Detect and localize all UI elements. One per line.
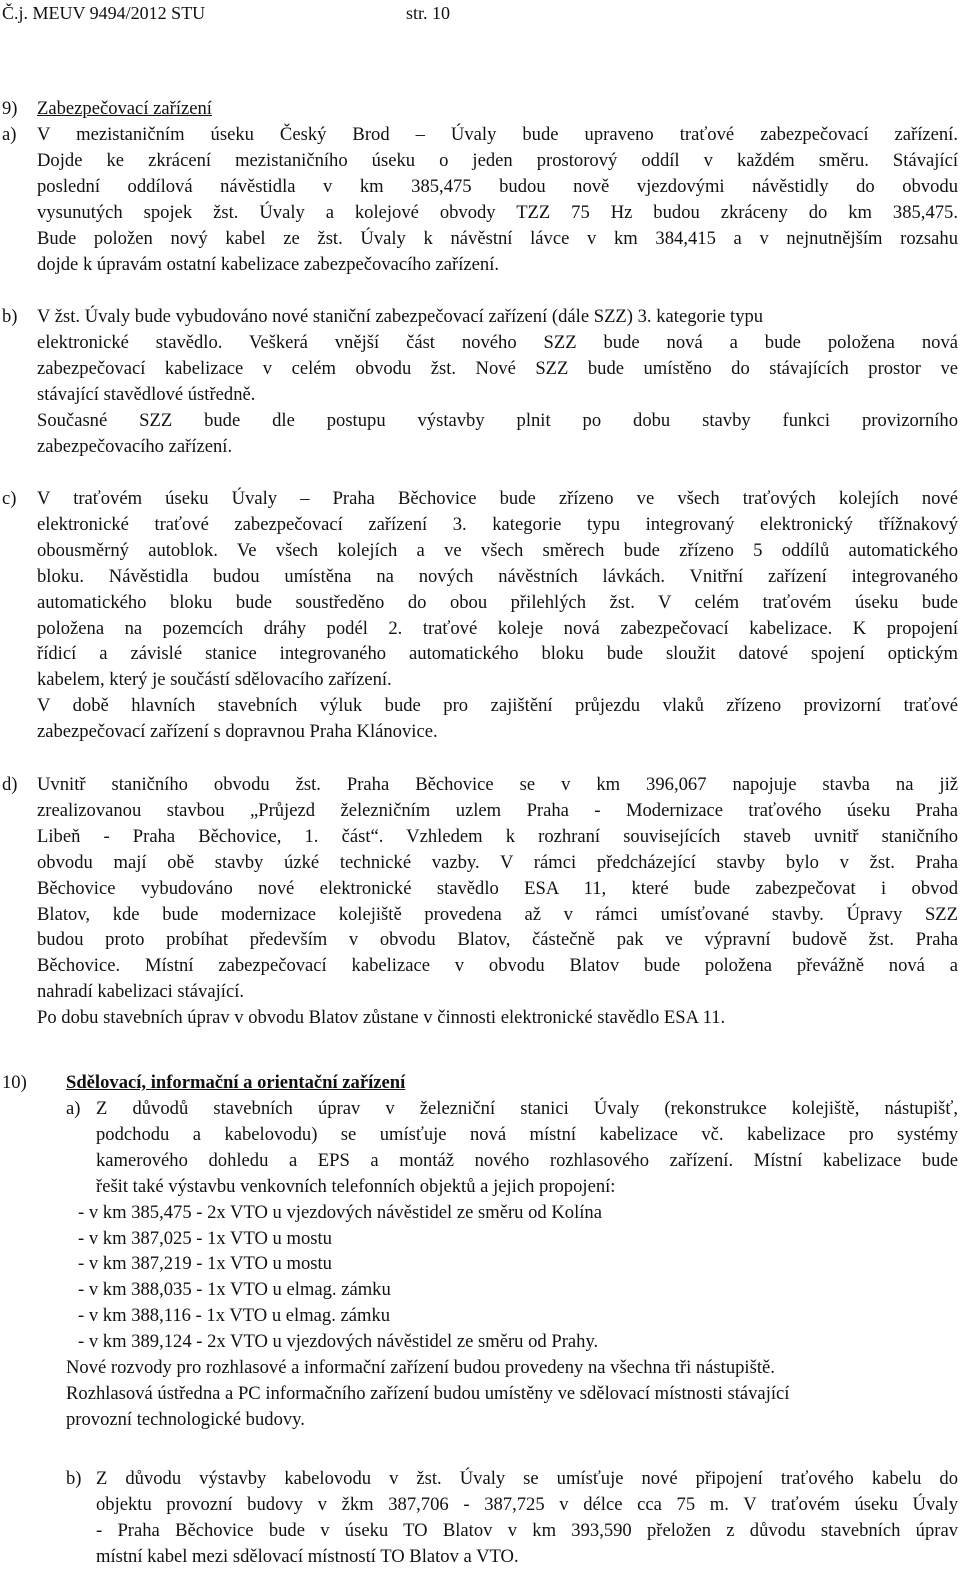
text-line: Libeň - Praha Běchovice, 1. část“. Vzhledem k rozhraní souvisejících staveb uvnitř staničního — [37, 825, 958, 847]
text-line: - Praha Běchovice bude v úseku TO Blatov v km 393,590 přeložen z důvodu stavebních úprav — [96, 1519, 958, 1541]
text-line: elektronické stavědlo. Veškerá vnější část nového SZZ bude nová a bude položena nová — [37, 331, 958, 353]
text-line: - v km 388,116 - 1x VTO u elmag. zámku — [78, 1305, 391, 1327]
text-line: stávající stavědlové ústředně. — [37, 383, 256, 405]
text-line: - v km 387,219 - 1x VTO u mostu — [78, 1253, 332, 1275]
text-line: V žst. Úvaly bude vybudováno nové staniční zabezpečovací zařízení (dále SZZ) 3. kategorie typu — [37, 306, 764, 327]
text-line: - v km 387,025 - 1x VTO u mostu — [78, 1227, 332, 1249]
text-line: Po dobu stavebních úprav v obvodu Blatov zůstane v činnosti elektronické stavědlo ESA 11. — [37, 1007, 726, 1029]
item-label: d) — [2, 774, 18, 795]
text-line: Běchovice. Místní zabezpečovací kabelizace v obvodu Blatov bude položena převážně nová a — [37, 955, 958, 977]
text-line: místní kabel mezi sdělovací místností TO Blatov a VTO. — [96, 1545, 519, 1567]
text-line: Dojde ke zkrácení mezistaničního úseku o jeden prostorový oddíl v každém směru. Stávající — [37, 149, 958, 171]
text-line: bloku. Návěstidla budou umístěna na nových návěstních lávkách. Vnitřní zařízení integrovaného — [37, 565, 958, 587]
text-line: objektu provozní budovy v žkm 387,706 - 387,725 v délce cca 75 m. V traťovém úseku Úvaly — [96, 1493, 958, 1515]
text-line: - v km 388,035 - 1x VTO u elmag. zámku — [78, 1279, 391, 1301]
text-line: zrealizovanou stavbou „Průjezd železničním uzlem Praha - Modernizace traťového úseku Praha — [37, 799, 958, 821]
text-line: Nové rozvody pro rozhlasové a informační zařízení budou provedeny na všechna tři nástupiště. — [66, 1357, 775, 1378]
text-line: dojde k úpravám ostatní kabelizace zabezpečovacího zařízení. — [37, 253, 500, 275]
text-line: V mezistaničním úseku Český Brod – Úvaly bude upraveno traťové zabezpečovací zařízení. — [37, 124, 958, 145]
item-label: a) — [2, 124, 17, 145]
section-number: 9) — [2, 98, 18, 119]
item-label: a) — [66, 1098, 81, 1119]
text-line: kabelem, který je součástí sdělovacího zařízení. — [37, 669, 392, 691]
text-line: zabezpečovací kabelizace v celém obvodu žst. Nové SZZ bude umístěno do stávajících prostor ve — [37, 357, 958, 379]
text-line: budou proto probíhat především v obvodu Blatov, částečně pak ve výpravní budově žst. Praha — [37, 929, 958, 951]
text-line: V traťovém úseku Úvaly – Praha Běchovice bude zřízeno ve všech traťových kolejích nové — [37, 488, 958, 509]
text-line: podchodu a kabelovodu) se umísťuje nová místní kabelizace vč. kabelizace pro systémy — [96, 1123, 958, 1145]
text-line: provozní technologické budovy. — [66, 1408, 305, 1430]
header-doc-ref: Č.j. MEUV 9494/2012 STU — [2, 3, 206, 23]
text-line: Z důvodu výstavby kabelovodu v žst. Úvaly se umísťuje nové připojení traťového kabelu do — [96, 1468, 958, 1489]
text-line: vysunutých spojek žst. Úvaly a kolejové obvody TZZ 75 Hz budou zkráceny do km 385,475. — [37, 201, 958, 223]
text-line: - v km 385,475 - 2x VTO u vjezdových návěstidel ze směru od Kolína — [78, 1201, 602, 1223]
text-line: řešit také výstavbu venkovních telefonních objektů a jejich propojení: — [96, 1175, 616, 1197]
text-line: kamerového dohledu a EPS a montáž nového rozhlasového zařízení. Místní kabelizace bude — [96, 1149, 958, 1171]
text-line: elektronické traťové zabezpečovací zařízení 3. kategorie typu integrovaný elektronický třížnakový — [37, 513, 958, 535]
text-line: Běchovice vybudováno nové elektronické stavědlo ESA 11, které bude zabezpečovat i obvod — [37, 877, 958, 899]
header-page-number: str. 10 — [406, 3, 451, 23]
text-line: zabezpečovací zařízení s dopravnou Praha Klánovice. — [37, 721, 438, 743]
item-label: b) — [66, 1468, 82, 1489]
text-line: Blatov, kde bude modernizace kolejiště provedena až v rámci umísťované stavby. Úpravy SZZ — [37, 903, 958, 925]
section-title: Sdělovací, informační a orientační zařízení — [66, 1072, 406, 1093]
text-line: obvodu mají obě stavby úzké technické vazby. V rámci předcházející stavby bylo v žst. Praha — [37, 851, 958, 873]
text-line: zabezpečovacího zařízení. — [37, 435, 233, 457]
text-line: V době hlavních stavebních výluk bude pro zajištění průjezdu vlaků zřízeno provizorní traťové — [37, 695, 958, 717]
text-line: řídicí a závislé stanice integrovaného automatického bloku bude sloužit datové spojení optickým — [37, 643, 958, 665]
text-line: Uvnitř staničního obvodu žst. Praha Běchovice se v km 396,067 napojuje stavba na již — [37, 774, 958, 795]
text-line: Současné SZZ bude dle postupu výstavby plnit po dobu stavby funkci provizorního — [37, 409, 958, 431]
text-line: položena na pozemcích dráhy podél 2. traťové koleje nová zabezpečovací kabelizace. K propojení — [37, 617, 958, 639]
text-line: automatického bloku bude soustředěno do obou přilehlých žst. V celém traťovém úseku bude — [37, 591, 958, 613]
text-line: - v km 389,124 - 2x VTO u vjezdových návěstidel ze směru od Prahy. — [78, 1331, 599, 1353]
text-line: obousměrný autoblok. Ve všech kolejích a ve všech směrech bude zřízeno 5 oddílů automatického — [37, 539, 958, 561]
item-label: c) — [2, 488, 17, 509]
text-line: Bude položen nový kabel ze žst. Úvaly k návěstní lávce v km 384,415 a v nejnutnějším rozsahu — [37, 227, 958, 249]
item-label: b) — [2, 306, 18, 327]
text-line: Z důvodů stavebních úprav v železniční stanici Úvaly (rekonstrukce kolejiště, nástupišť, — [96, 1098, 958, 1119]
section-title: Zabezpečovací zařízení — [37, 98, 212, 119]
section-number: 10) — [2, 1072, 27, 1093]
text-line: poslední oddílová návěstidla v km 385,475 budou nově vjezdovými návěstidly do obvodu — [37, 175, 958, 197]
text-line: Rozhlasová ústředna a PC informačního zařízení budou umístěny ve sdělovací místnosti stávající — [66, 1382, 790, 1404]
text-line: nahradí kabelizaci stávající. — [37, 981, 245, 1003]
